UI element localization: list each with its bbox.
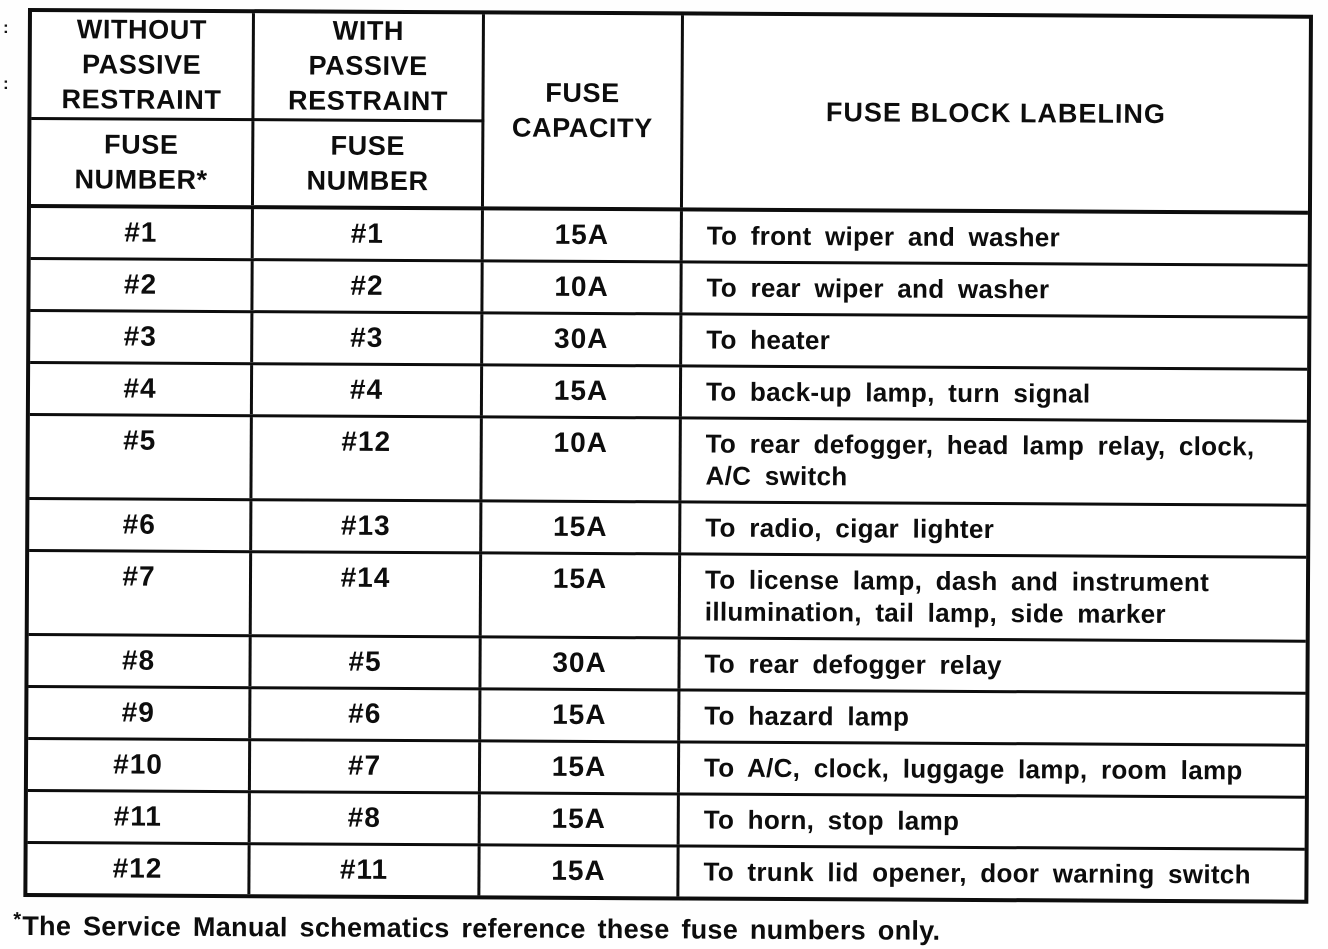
table-row xyxy=(28,792,1305,851)
cell-fuse-block-label: To rear defogger relay xyxy=(704,648,1002,681)
header-label: WITHOUT PASSIVE RESTRAINT xyxy=(61,14,222,116)
header-with-passive-restraint xyxy=(254,13,485,122)
cell-fuse-capacity: 15A xyxy=(481,794,680,844)
cell-fuse-block-label: To rear defogger, head lamp relay, clock, A/C switch xyxy=(705,428,1255,492)
cell-fuse-number-with-restraint: #1 xyxy=(254,209,484,259)
table-row xyxy=(28,636,1305,695)
cell-fuse-block-label: To A/C, clock, luggage lamp, room lamp xyxy=(703,752,1243,786)
header-label: FUSE NUMBER xyxy=(306,130,429,197)
cell-fuse-number-without-restraint: #3 xyxy=(30,312,253,362)
table-row xyxy=(28,740,1305,799)
cell-fuse-number-with-restraint: #14 xyxy=(252,553,482,635)
cell-fuse-number-with-restraint: #5 xyxy=(251,637,481,687)
cell-fuse-number-without-restraint: #8 xyxy=(28,636,251,686)
header-without-passive-restraint xyxy=(31,12,255,121)
table-body xyxy=(27,208,1308,900)
cell-fuse-number-without-restraint: #6 xyxy=(29,500,252,550)
cell-fuse-number-with-restraint: #3 xyxy=(253,313,483,363)
cell-fuse-number-without-restraint: #4 xyxy=(30,364,253,414)
cell-fuse-number-without-restraint: #10 xyxy=(28,740,251,790)
cell-fuse-number-without-restraint: #11 xyxy=(28,792,251,842)
cell-fuse-block-label: To license lamp, dash and instrument illumination, tail lamp, side marker xyxy=(704,564,1210,629)
cell-fuse-capacity: 30A xyxy=(481,638,680,688)
cell-fuse-capacity: 15A xyxy=(482,502,681,552)
cell-fuse-number-without-restraint: #9 xyxy=(28,688,251,738)
table-row xyxy=(30,260,1307,319)
cell-fuse-block-label: To rear wiper and washer xyxy=(706,272,1050,305)
cell-fuse-number-with-restraint: #13 xyxy=(252,501,482,551)
cell-fuse-block-label: To radio, cigar lighter xyxy=(705,512,995,545)
table-row xyxy=(29,416,1306,507)
cell-fuse-capacity: 15A xyxy=(480,846,679,896)
cell-fuse-capacity: 15A xyxy=(481,690,680,740)
footnote-text: The Service Manual schematics reference these fuse numbers only. xyxy=(22,910,941,946)
cell-fuse-block-label: To front wiper and washer xyxy=(706,220,1061,253)
table-row xyxy=(31,208,1308,267)
cell-fuse-number-with-restraint: #2 xyxy=(253,261,483,311)
table-row xyxy=(30,312,1307,371)
fuse-block-table xyxy=(23,8,1313,904)
table-header xyxy=(31,12,1309,215)
table-row xyxy=(29,552,1306,643)
header-fuse-number-without xyxy=(31,120,254,205)
table-row xyxy=(28,688,1305,747)
cell-fuse-capacity: 10A xyxy=(482,418,681,500)
cell-fuse-number-with-restraint: #7 xyxy=(251,741,481,791)
table-row xyxy=(27,844,1304,900)
header-fuse-block-labeling xyxy=(683,15,1309,210)
scan-artifact: : xyxy=(3,74,9,93)
header-fuse-capacity xyxy=(484,14,684,207)
header-fuse-number-with xyxy=(254,121,484,206)
cell-fuse-block-label: To horn, stop lamp xyxy=(703,804,960,836)
cell-fuse-number-with-restraint: #6 xyxy=(251,689,481,739)
header-label: FUSE BLOCK LABELING xyxy=(825,96,1167,129)
scan-artifact: : xyxy=(3,18,9,37)
cell-fuse-number-without-restraint: #5 xyxy=(29,416,252,498)
header-label: WITH PASSIVE RESTRAINT xyxy=(287,15,449,117)
cell-fuse-block-label: To heater xyxy=(706,324,831,356)
cell-fuse-number-without-restraint: #12 xyxy=(27,844,250,894)
cell-fuse-number-with-restraint: #4 xyxy=(253,365,483,415)
cell-fuse-capacity: 15A xyxy=(484,210,683,260)
cell-fuse-block-label: To hazard lamp xyxy=(704,700,910,732)
table-row xyxy=(30,364,1307,423)
cell-fuse-number-without-restraint: #7 xyxy=(29,552,252,634)
table-row xyxy=(29,500,1306,559)
cell-fuse-number-without-restraint: #2 xyxy=(30,260,253,310)
header-label: FUSE NUMBER* xyxy=(74,129,208,195)
cell-fuse-number-with-restraint: #11 xyxy=(250,845,480,895)
cell-fuse-capacity: 15A xyxy=(481,742,680,792)
cell-fuse-capacity: 10A xyxy=(483,262,682,312)
cell-fuse-capacity: 15A xyxy=(482,554,681,636)
cell-fuse-number-with-restraint: #8 xyxy=(251,793,481,843)
cell-fuse-capacity: 15A xyxy=(483,366,682,416)
cell-fuse-block-label: To trunk lid opener, door warning switch xyxy=(703,856,1251,890)
cell-fuse-number-with-restraint: #12 xyxy=(252,417,482,499)
footnote-asterisk: * xyxy=(13,908,22,931)
cell-fuse-block-label: To back-up lamp, turn signal xyxy=(705,376,1091,409)
footnote xyxy=(13,909,1308,949)
cell-fuse-capacity: 30A xyxy=(483,314,682,364)
sheet-tilt-wrapper xyxy=(13,8,1313,949)
header-label: FUSE CAPACITY xyxy=(511,77,653,144)
cell-fuse-number-without-restraint: #1 xyxy=(31,208,254,258)
